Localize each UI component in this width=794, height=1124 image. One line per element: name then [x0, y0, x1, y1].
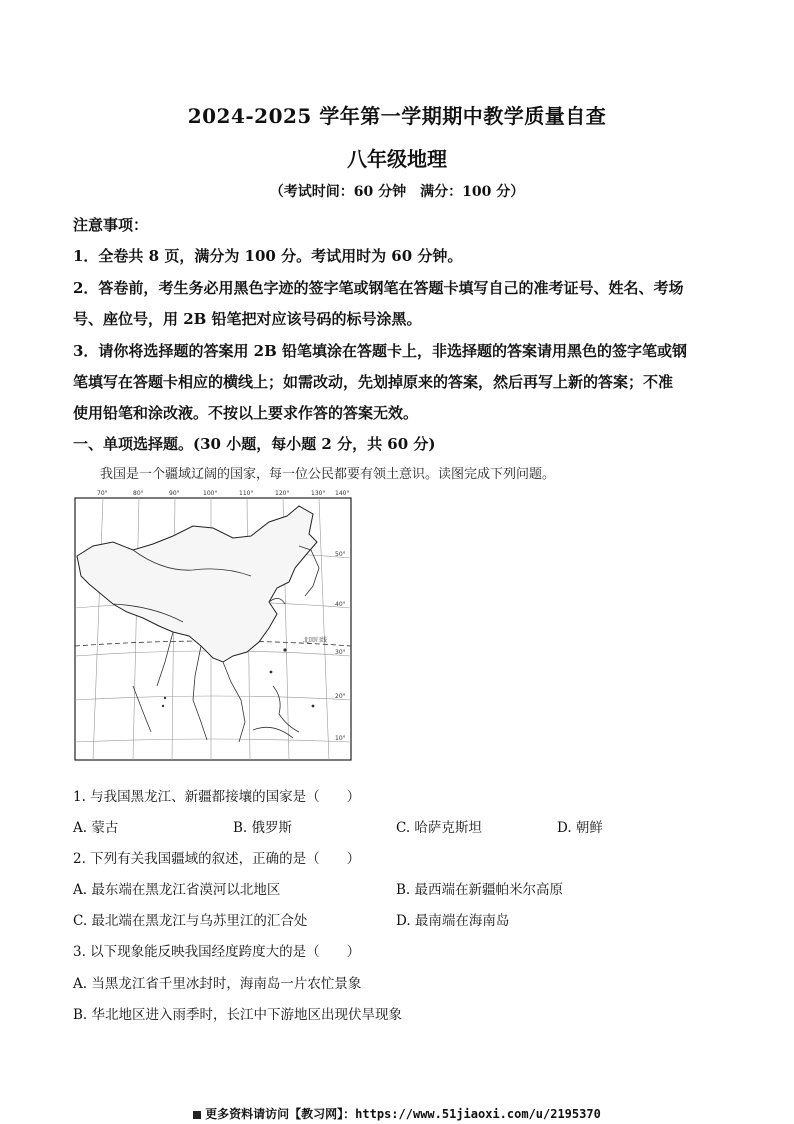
china-territory-map: [73, 486, 355, 762]
lat-label-10: 10°: [335, 735, 346, 742]
lat-label-20: 20°: [335, 693, 346, 700]
question-2-option-a: A. 最东端在黑龙江省漠河以北地区: [73, 882, 281, 898]
exam-info: （考试时间：60 分钟 满分：100 分）: [269, 184, 525, 200]
notice-item-3-line-3: 使用铅笔和涂改液。不按以上要求作答的答案无效。: [73, 404, 419, 422]
lon-label-100: 100°: [203, 490, 218, 497]
footer: [0, 1105, 794, 1122]
question-2-option-b: B. 最西端在新疆帕米尔高原: [396, 882, 564, 898]
lon-label-90: 90°: [169, 490, 180, 497]
lat-label-50: 50°: [335, 551, 346, 558]
section-heading: 一、单项选择题。(30 小题，每小题 2 分，共 60 分): [73, 435, 436, 453]
lat-label-40: 40°: [335, 601, 346, 608]
exam-title: 2024-2025 学年第一学期期中教学质量自查: [187, 104, 607, 128]
notice-item-3-line-2: 笔填写在答题卡相应的横线上；如需改动，先划掉原来的答案，然后再写上新的答案；不准: [73, 373, 674, 391]
question-3-option-a: A. 当黑龙江省千里冰封时，海南岛一片农忙景象: [73, 976, 362, 992]
footer-link[interactable]: 更多资料请访问【教习网】：https://www.51jiaoxi.com/u/2195370: [205, 1107, 601, 1121]
question-2-stem: 2. 下列有关我国疆域的叙述，正确的是（ ）: [73, 851, 361, 867]
tropic-label: 北回归线: [303, 637, 328, 644]
question-1-option-c: C. 哈萨克斯坦: [396, 820, 482, 836]
question-2-option-c: C. 最北端在黑龙江与乌苏里江的汇合处: [73, 913, 308, 929]
notice-item-1: 1．全卷共 8 页，满分为 100 分。考试用时为 60 分钟。: [73, 247, 463, 265]
question-1-option-a: A. 蒙古: [73, 820, 119, 836]
lon-label-120: 120°: [275, 490, 290, 497]
question-1-option-b: B. 俄罗斯: [233, 820, 293, 836]
lon-label-70: 70°: [97, 490, 108, 497]
notice-item-2-line-1: 2．答卷前，考生务必用黑色字迹的签字笔或钢笔在答题卡填写自己的准考证号、姓名、考场: [73, 279, 684, 297]
flag-icon: [193, 1111, 201, 1119]
question-2-option-d: D. 最南端在海南岛: [396, 913, 510, 929]
lon-label-80: 80°: [133, 490, 144, 497]
exam-subject: 八年级地理: [347, 147, 447, 171]
notice-item-3-line-1: 3．请你将选择题的答案用 2B 铅笔填涂在答题卡上，非选择题的答案请用黑色的签字笔或钢: [73, 342, 688, 360]
lon-label-110: 110°: [239, 490, 254, 497]
question-1-stem: 1. 与我国黑龙江、新疆都接壤的国家是（ ）: [73, 789, 361, 805]
notice-item-2-line-2: 号、座位号，用 2B 铅笔把对应该号码的标号涂黑。: [73, 310, 422, 328]
lon-label-140: 140°: [335, 490, 350, 497]
lon-label-130: 130°: [311, 490, 326, 497]
section-intro: 我国是一个疆域辽阔的国家，每一位公民都要有领土意识。读图完成下列问题。: [100, 467, 556, 482]
notice-heading: 注意事项：: [73, 216, 149, 234]
lat-label-30: 30°: [335, 649, 346, 656]
question-3-stem: 3. 以下现象能反映我国经度跨度大的是（ ）: [73, 944, 361, 960]
question-1-option-d: D. 朝鲜: [557, 820, 603, 836]
question-3-option-b: B. 华北地区进入雨季时，长江中下游地区出现伏旱现象: [73, 1007, 403, 1023]
